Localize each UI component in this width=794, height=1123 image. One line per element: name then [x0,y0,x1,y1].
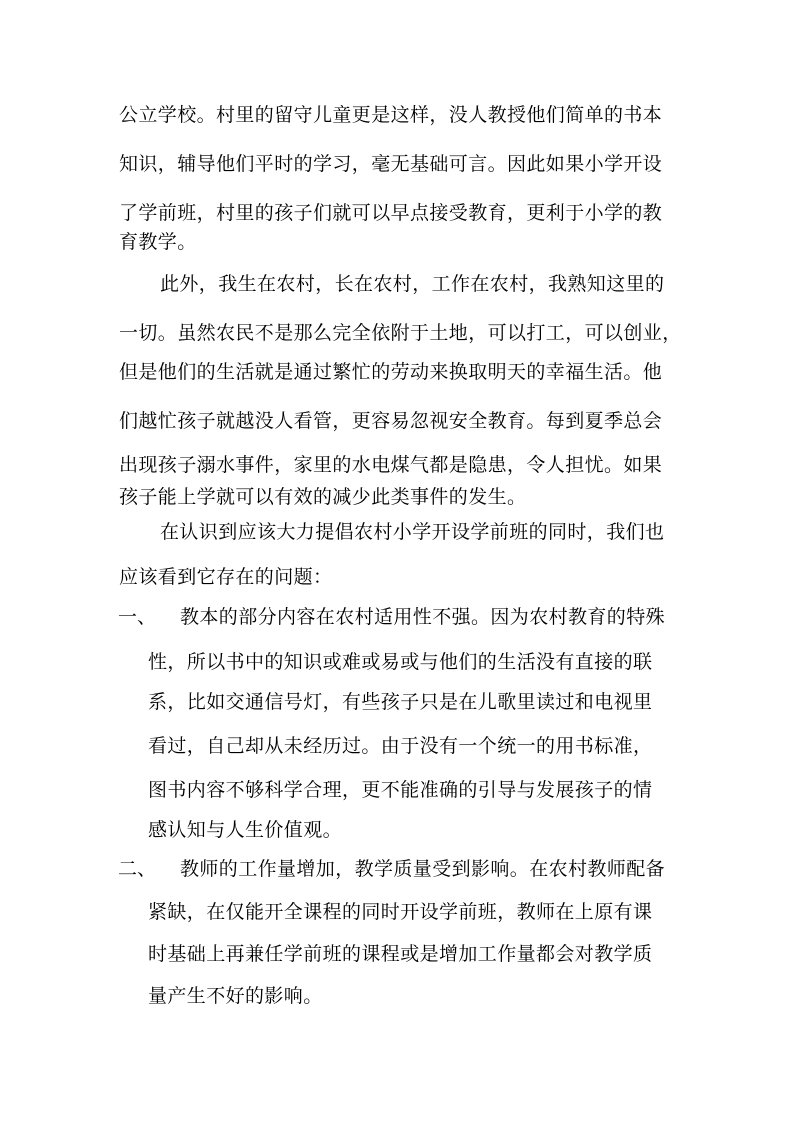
list-item-1-line-5: 图书内容不够科学合理，更不能准确的引导与发展孩子的情 [148,779,653,801]
paragraph-2-line-6: 孩子能上学就可以有效的减少此类事件的发生。 [119,486,527,508]
paragraph-1-line-3: 了学前班，村里的孩子们就可以早点接受教育，更利于小学的教 [119,202,663,224]
list-item-1-marker: 一、 [118,606,157,628]
list-item-1-line-1: 教本的部分内容在农村适用性不强。因为农村教育的特殊 [180,606,666,628]
paragraph-1-line-1: 公立学校。村里的留守儿童更是这样，没人教授他们简单的书本 [119,104,663,126]
list-item-2-line-3: 时基础上再兼任学前班的课程或是增加工作量都会对教学质 [148,943,653,965]
paragraph-1-line-2: 知识，辅导他们平时的学习，毫无基础可言。因此如果小学开设 [119,153,663,175]
paragraph-2-line-2: 一切。虽然农民不是那么完全依附于土地，可以打工，可以创业， [119,322,682,344]
list-item-1-line-6: 感认知与人生价值观。 [148,819,343,841]
paragraph-2-line-3: 但是他们的生活就是通过繁忙的劳动来换取明天的幸福生活。他 [119,361,663,383]
paragraph-2-line-1: 此外，我生在农村，长在农村，工作在农村，我熟知这里的 [160,273,665,295]
paragraph-3-line-1: 在认识到应该大力提倡农村小学开设学前班的同时，我们也 [160,521,665,543]
paragraph-2-line-4: 们越忙孩子就越没人看管，更容易忽视安全教育。每到夏季总会 [119,410,663,432]
paragraph-1-line-4: 育教学。 [119,231,197,253]
paragraph-3-line-2: 应该看到它存在的问题： [119,566,333,588]
list-item-1-line-2: 性，所以书中的知识或难或易或与他们的生活没有直接的联 [148,651,653,673]
list-item-1-line-4: 看过，自己却从未经历过。由于没有一个统一的用书标准， [148,735,653,757]
list-item-2-line-1: 教师的工作量增加，教学质量受到影响。在农村教师配备 [180,858,666,880]
list-item-1-line-3: 系，比如交通信号灯，有些孩子只是在儿歌里读过和电视里 [148,691,653,713]
list-item-2-line-4: 量产生不好的影响。 [148,985,323,1007]
list-item-2-marker: 二、 [118,858,157,880]
paragraph-2-line-5: 出现孩子溺水事件，家里的水电煤气都是隐患，令人担忧。如果 [119,454,663,476]
list-item-2-line-2: 紧缺，在仅能开全课程的同时开设学前班，教师在上原有课 [148,901,653,923]
